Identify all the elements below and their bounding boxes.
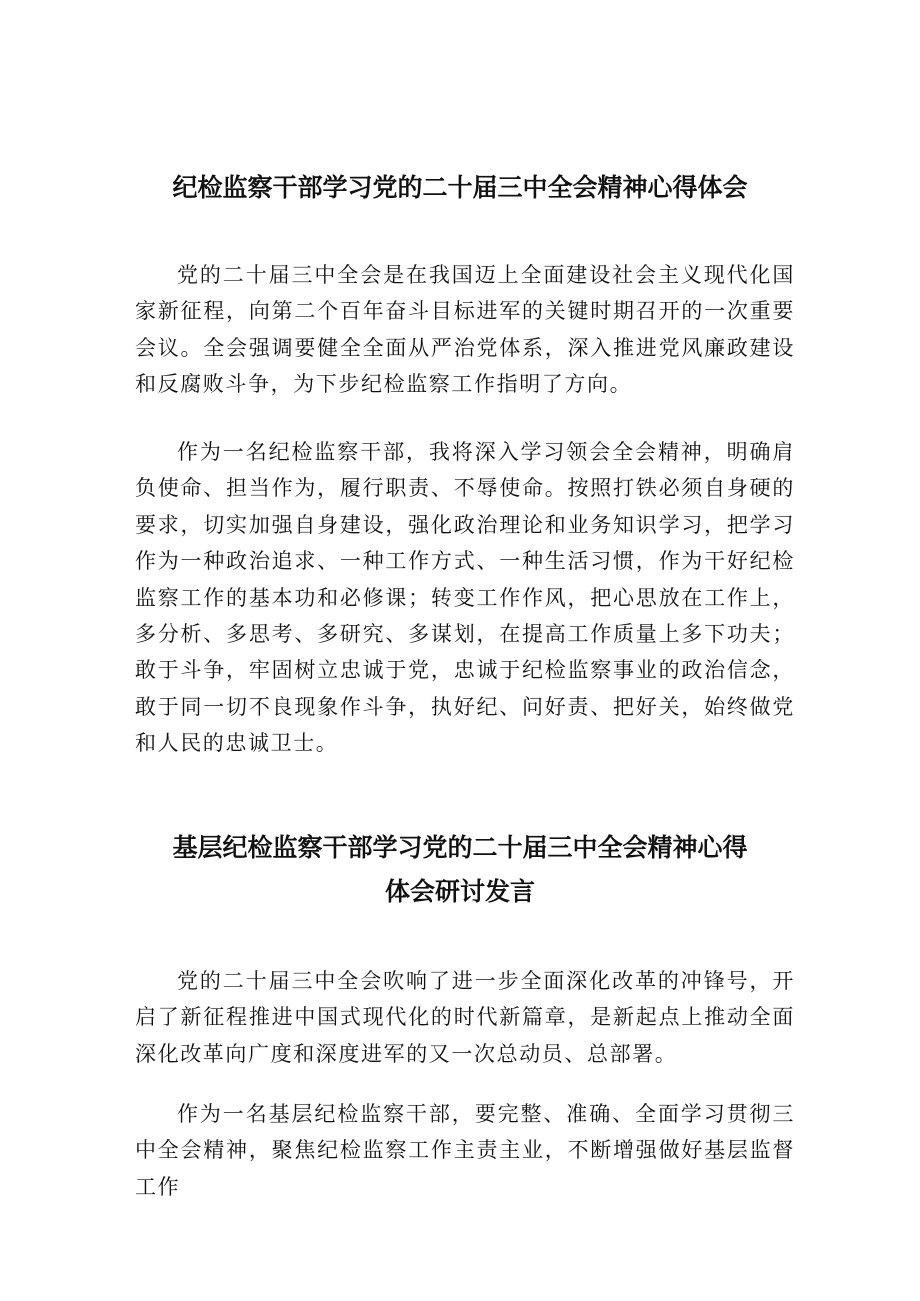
section-2-title-line-2: 体会研讨发言: [384, 877, 535, 906]
section-1-paragraph-2: 作为一名纪检监察干部，我将深入学习领会全会精神，明确肩负使命、担当作为，履行职责、不辱使命。按照打铁必须自身硬的要求，切实加强自身建设，强化政治理论和业务知识学习，把学习作为一种政治追求、一种工作方式、一种生活习惯，作为干好纪检监察工作的基本功和必修课；转变工作作风，把心思放在工作上，多分析、多思考、多研究、多谋划，在提高工作质量上多下功夫；敢于斗争，牢固树立忠诚于党，忠诚于纪检监察事业的政治信念，敢于同一切不良现象作斗争，执好纪、问好责、把好关，始终做党和人民的忠诚卫士。: [135, 440, 795, 756]
section-2-paragraph-1: 党的二十届三中全会吹响了进一步全面深化改革的冲锋号，开启了新征程推进中国式现代化的时代新篇章，是新起点上推动全面深化改革向广度和深度进军的又一次总动员、总部署。: [135, 969, 795, 1066]
section-1-paragraph-1: 党的二十届三中全会是在我国迈上全面建设社会主义现代化国家新征程，向第二个百年奋斗目标进军的关键时期召开的一次重要会议。全会强调要健全全面从严治党体系，深入推进党风廉政建设和反腐败斗争，为下步纪检监察工作指明了方向。: [135, 263, 795, 397]
section-1-title: 纪检监察干部学习党的二十届三中全会精神心得体会: [172, 173, 748, 202]
section-2-title-line-1: 基层纪检监察干部学习党的二十届三中全会精神心得: [172, 833, 748, 862]
section-2-paragraph-2: 作为一名基层纪检监察干部，要完整、准确、全面学习贯彻三中全会精神，聚焦纪检监察工作主责主业，不断增强做好基层监督工作: [135, 1102, 795, 1199]
section-2-title: [120, 826, 800, 914]
